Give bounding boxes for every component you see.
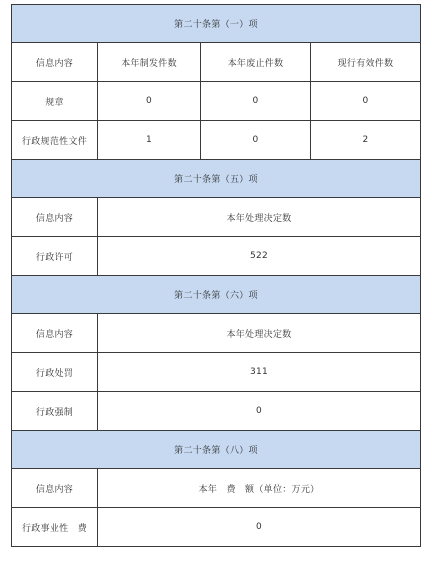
row-label: 行政强制 [12,392,98,431]
table-row [12,82,421,121]
column-header: 信息内容 [12,43,98,82]
column-header: 本年 费 额（单位：万元） [98,469,421,508]
column-header: 信息内容 [12,314,98,353]
section-header: 第二十条第（五）项 [12,160,421,198]
row-label: 行政许可 [12,237,98,276]
column-header: 本年处理决定数 [98,198,421,237]
section-header-row [12,276,421,314]
table-row [12,508,421,547]
cell-value: 0 [201,82,311,121]
section-header-row [12,5,421,43]
row-label: 行政规范性文件 [12,121,98,160]
column-header: 信息内容 [12,198,98,237]
table-row [12,237,421,276]
column-header: 本年处理决定数 [98,314,421,353]
cell-value: 0 [98,508,421,547]
section-header-row [12,160,421,198]
section-header: 第二十条第（八）项 [12,431,421,469]
disclosure-table [11,4,421,547]
column-header-row [12,198,421,237]
cell-value: 2 [311,121,421,160]
cell-value: 0 [311,82,421,121]
column-header: 信息内容 [12,469,98,508]
table-row [12,121,421,160]
row-label: 规章 [12,82,98,121]
column-header: 现行有效件数 [311,43,421,82]
column-header-row [12,469,421,508]
cell-value: 0 [98,392,421,431]
section-header: 第二十条第（一）项 [12,5,421,43]
column-header: 本年废止件数 [201,43,311,82]
cell-value: 311 [98,353,421,392]
section-header-row [12,431,421,469]
cell-value: 0 [98,82,201,121]
section-header: 第二十条第（六）项 [12,276,421,314]
cell-value: 1 [98,121,201,160]
row-label: 行政处罚 [12,353,98,392]
column-header-row [12,43,421,82]
table-row [12,392,421,431]
cell-value: 0 [201,121,311,160]
row-label: 行政事业性 费 [12,508,98,547]
column-header-row [12,314,421,353]
cell-value: 522 [98,237,421,276]
table-row [12,353,421,392]
column-header: 本年制发件数 [98,43,201,82]
